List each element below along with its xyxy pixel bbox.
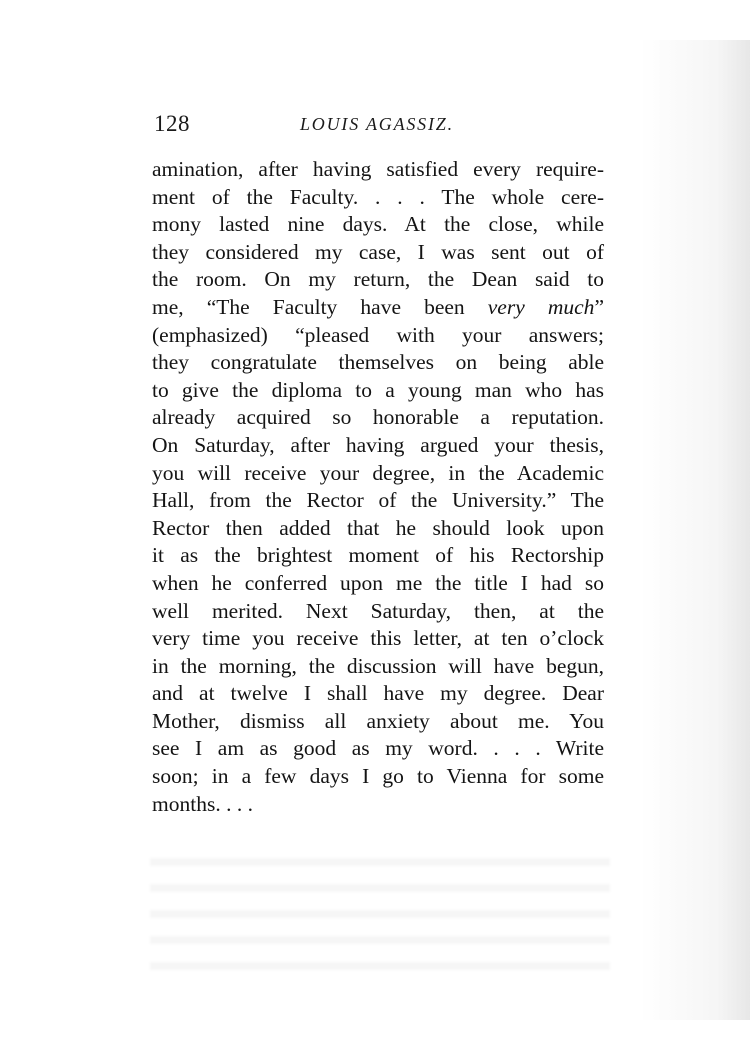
page-header [154,111,604,141]
text-line: On Saturday, after having argued your thesis, [152,432,604,457]
text-line: amination, after having satisfied every require- [152,157,604,181]
text-line-emphasis [152,294,604,322]
text-line: soon; in a few days I go to Vienna for some [152,764,604,789]
text-line: when he conferred upon me the title I had so [152,570,604,595]
closing-quote: ” [594,294,604,319]
text-line: they considered my case, I was sent out of [152,239,604,264]
text-line: you will receive your degree, in the Academic [152,460,604,485]
text-line: very time you receive this letter, at ten o’clock [152,626,604,651]
text-line: the room. On my return, the Dean said to [152,267,604,292]
text-line: ment of the Faculty. . . . The whole cere- [152,184,604,209]
line-text: me, “The Faculty have been [152,294,488,319]
running-head: LOUIS AGASSIZ. [300,114,454,134]
body-text [152,156,604,818]
text-line: already acquired so honorable a reputation. [152,405,604,430]
text-line: (emphasized) “pleased with your answers; [152,322,604,347]
text-line: Rector then added that he should look upon [152,515,604,540]
text-line: mony lasted nine days. At the close, while [152,212,604,237]
text-line: Hall, from the Rector of the University.” The [152,488,604,513]
page-edge-shadow [640,40,750,1020]
text-line: they congratulate themselves on being able [152,350,604,375]
text-line: and at twelve I shall have my degree. Dear [152,681,604,706]
emphasized-text: very much [487,294,595,319]
page-number: 128 [154,111,190,136]
text-line: see I am as good as my word. . . . Write [152,736,604,761]
text-line: Mother, dismiss all anxiety about me. You [152,708,604,733]
bleed-through-text [150,840,610,970]
text-line: months. . . . [152,791,253,816]
text-line: to give the diploma to a young man who has [152,377,604,402]
text-line: in the morning, the discussion will have begun, [152,653,604,678]
text-line: well merited. Next Saturday, then, at the [152,598,604,623]
text-line: it as the brightest moment of his Rectorship [152,543,604,568]
